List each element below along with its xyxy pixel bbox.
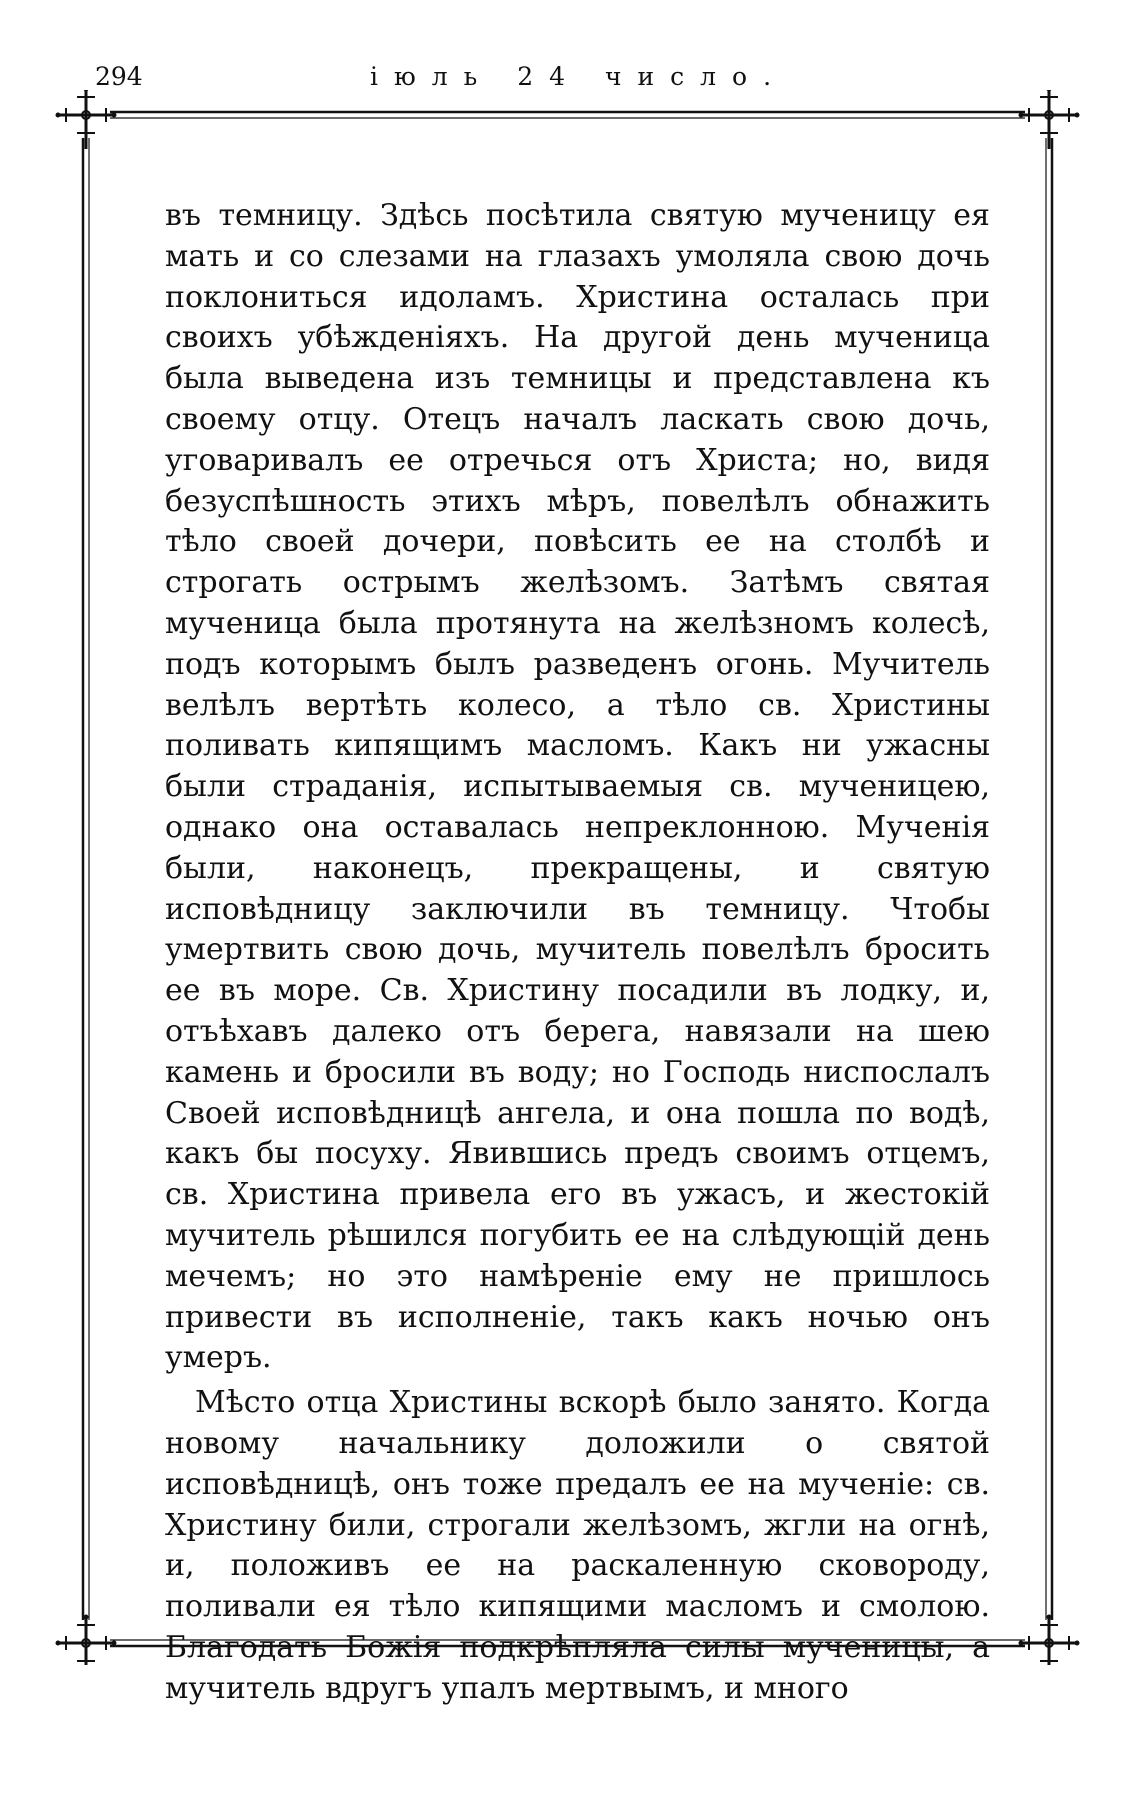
paragraph: въ темницу. Здѣсь посѣтила святую мученицу ея мать и со слезами на глазахъ умоляла свою дочь поклониться идоламъ. Христина осталась при своихъ убѣжденіяхъ. На другой день мученица была выведена изъ темницы и представлена къ своему отцу. Отецъ началъ ласкать свою дочь, уговаривалъ ее отречься отъ Христа; но, видя безуспѣшность этихъ мѣръ, повелѣлъ обнажить тѣло своей дочери, повѣсить ее на столбѣ и строгать острымъ желѣзомъ. Затѣмъ святая мученица была протянута на желѣзномъ колесѣ, подъ которымъ былъ разведенъ огонь. Мучитель велѣлъ вертѣть колесо, а тѣло св. Христины поливать кипящимъ масломъ. Какъ ни ужасны были страданія, испытываемыя св. мученицею, однако она оставалась непреклонною. Мученія были, наконецъ, прекращены, и святую исповѣдницу заключили въ темницу. Чтобы умертвить свою дочь, мучитель повелѣлъ бросить ее въ море. Св. Христину посадили въ лодку, и, отъѣхавъ далеко отъ берега, навязали на шею камень и бросили въ воду; но Господь ниспослалъ Своей исповѣдницѣ ангела, и она пошла по водѣ, какъ бы посуху. Явившись предъ своимъ отцемъ, св. Христина привела его въ ужасъ, и жестокій мучитель рѣшился погубить ее на слѣдующій день мечемъ; но это намѣреніе ему не пришлось привести въ исполненіе, такъ какъ ночью онъ умеръ.	[165, 198, 990, 1376]
cross-ornament-icon	[1019, 90, 1080, 149]
main-text	[165, 196, 990, 1709]
paragraph: Мѣсто отца Христины вскорѣ было занято. Когда новому начальнику доложили о святой исповѣдницѣ, онъ тоже предалъ ее на мученіе: св. Христину били, строгали желѣзомъ, жгли на огнѣ, и, положивъ ее на раскаленную сковороду, поливали ея тѣло кипящими масломъ и смолою. Благодать Божія подкрѣпляла силы мученицы, а мучитель вдругъ упалъ мертвымъ, и много	[165, 1385, 990, 1706]
running-title: іюль 24 число.	[370, 62, 788, 91]
page-number: 294	[95, 62, 143, 91]
cross-ornament-icon	[56, 90, 117, 149]
running-header	[90, 52, 1060, 92]
cross-ornament-icon	[56, 1615, 117, 1666]
cross-ornament-icon	[1019, 1615, 1080, 1666]
